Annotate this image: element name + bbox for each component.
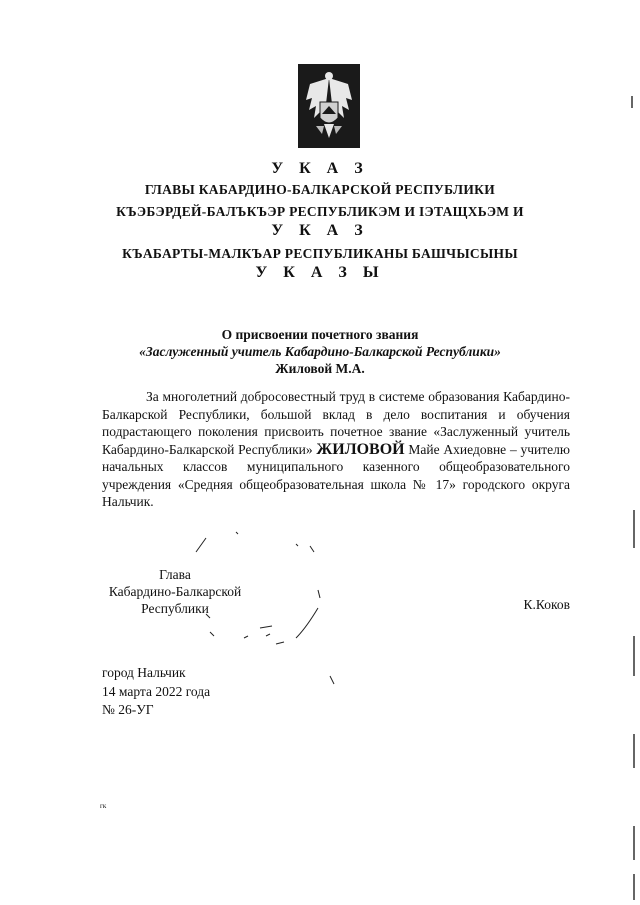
signatory-position xyxy=(96,566,254,617)
position-line: Глава xyxy=(159,567,191,582)
decree-number: № 26-УГ xyxy=(102,702,154,717)
issue-date: 14 марта 2022 года xyxy=(102,683,211,699)
decree-heading-balkarian: У К А З Ы xyxy=(255,264,385,281)
decree-heading: У К А З xyxy=(271,160,369,177)
position-line: Республики xyxy=(141,601,209,616)
decree-body xyxy=(102,388,570,511)
executor-initials: гк xyxy=(100,802,107,810)
recipient-surname: ЖИЛОВОЙ xyxy=(316,440,405,458)
head-title-balkarian: КЪАБАРТЫ-МАЛКЪАР РЕСПУБЛИКАНЫ БАШЧЫСЫНЫ xyxy=(122,246,518,261)
body-text-part2: Майе Ахиедовне – учителю начальных классов муниципального казенного общеобразовательного учреждения «Средняя общеобразовательная школа № 17» городского округа Нальчик. xyxy=(102,441,570,509)
position-line: Кабардино-Балкарской xyxy=(108,584,242,599)
decree-paragraph xyxy=(102,388,570,511)
decree-title xyxy=(0,326,640,377)
decree-footer xyxy=(102,664,210,720)
issue-city: город Нальчик xyxy=(102,665,186,680)
title-line: О присвоении почетного звания xyxy=(221,327,419,342)
signatory-name: К.Коков xyxy=(523,597,570,612)
title-honorary-name: «Заслуженный учитель Кабардино-Балкарской Республики» xyxy=(139,344,501,359)
head-title-kabardian: КЪЭБЭРДЕЙ-БАЛЪКЪЭР РЕСПУБЛИКЭМ И IЭТАЩХЬЭМ И xyxy=(116,204,524,219)
head-title-russian: ГЛАВЫ КАБАРДИНО-БАЛКАРСКОЙ РЕСПУБЛИКИ xyxy=(144,182,496,197)
title-recipient: Жиловой М.А. xyxy=(275,361,365,376)
coat-of-arms-icon xyxy=(298,64,360,148)
decree-heading-kabardian: У К А З xyxy=(271,222,369,239)
body-text-part1: За многолетний добросовестный труд в системе образования Кабардино-Балкарской Республики, большой вклад в дело воспитания и обучения подрастающего поколения присвоить почетное звание «Заслуженный учитель Кабардино-Балкарской Республики» xyxy=(102,389,570,457)
